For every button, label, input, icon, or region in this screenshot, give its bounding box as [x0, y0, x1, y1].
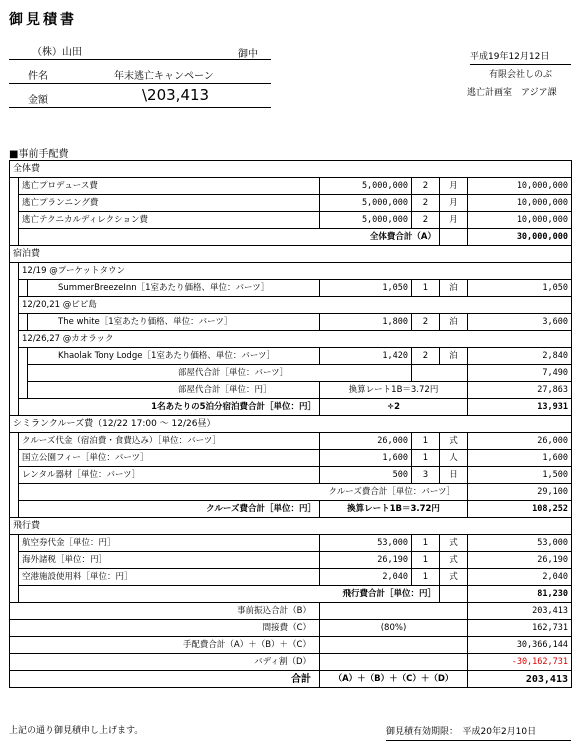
item-value: 年末逃亡キャンペーン: [114, 71, 214, 82]
table-row: クルーズ代金（宿泊費・食費込み）［単位：バーツ］ 26,000 1 式 26,000: [10, 433, 572, 450]
client-name: （株）山田: [32, 47, 82, 58]
item-label: 件名: [28, 71, 48, 82]
issue-date: 平成19年12月12日: [470, 52, 550, 62]
amount-label: 金額: [28, 95, 48, 106]
table-row: 逃亡プロデュース費 5,000,000 2 月 10,000,000: [10, 178, 572, 195]
subtotal-row: 部屋代合計［単位：バーツ］ 7,490: [10, 365, 572, 382]
table-row: SummerBreezeInn［1室あたり価格、単位：バーツ］ 1,050 1 泊 1,050: [10, 280, 572, 297]
buddy-discount-amount: -30,162,731: [468, 654, 572, 671]
total-row: 1名あたりの5泊分宿泊費合計［単位：円］ ÷2 13,931: [10, 399, 572, 416]
subtotal-row: クルーズ費合計［単位：バーツ］ 29,100: [10, 484, 572, 501]
table-row: レンタル器材［単位：バーツ］ 500 3 日 1,500: [10, 467, 572, 484]
estimate-table: [9, 160, 572, 688]
section-heading: ■事前手配費: [9, 149, 69, 160]
table-row: 海外諸税［単位：円］ 26,190 1 式 26,190: [10, 552, 572, 569]
summary-row: 間接費（C） (80%) 162,731: [10, 620, 572, 637]
grand-total-row: 合計 （A）＋（B）＋（C）＋（D） 203,413: [10, 671, 572, 688]
summary-row: バディ割（D） -30,162,731: [10, 654, 572, 671]
company-name: 有限会社しのぶ: [489, 70, 553, 80]
stay-place: 12/19 @プーケットタウン: [19, 263, 572, 280]
group-header: 宿泊費: [10, 246, 572, 263]
group-header: シミランクルーズ費（12/22 17:00 ～ 12/26昼）: [10, 416, 572, 433]
table-row: 空港施設使用料［単位：円］ 2,040 1 式 2,040: [10, 569, 572, 586]
department-name: 逃亡計画室 アジア課: [467, 88, 557, 98]
document-title: 御見積書: [9, 12, 77, 28]
stay-place: 12/26,27 @カオラック: [19, 331, 572, 348]
stay-place: 12/20,21 @ピピ島: [19, 297, 572, 314]
group-header: 飛行費: [10, 518, 572, 535]
subtotal-row: 部屋代合計［単位：円］ 換算レート1B＝3.72円 27,863: [10, 382, 572, 399]
table-row: 航空券代金［単位：円］ 53,000 1 式 53,000: [10, 535, 572, 552]
summary-row: 手配費合計（A）＋（B）＋（C） 30,366,144: [10, 637, 572, 654]
client-honorific: 御中: [238, 49, 258, 60]
validity-date: 御見積有効期限： 平成20年2月10日: [386, 727, 537, 737]
table-row: 逃亡プランニング費 5,000,000 2 月 10,000,000: [10, 195, 572, 212]
amount-value: \203,413: [142, 86, 210, 104]
total-row: クルーズ費合計［単位：円］ 換算レート1B＝3.72円 108,252: [10, 501, 572, 518]
summary-row: 事前振込合計（B） 203,413: [10, 603, 572, 620]
total-row: 全体費合計（A） 30,000,000: [10, 229, 572, 246]
footer-note: 上記の通り御見積申し上げます。: [9, 726, 144, 736]
table-row: 国立公園フィー［単位：バーツ］ 1,600 1 人 1,600: [10, 450, 572, 467]
group-header: 全体費: [10, 161, 572, 178]
total-row: 飛行費合計［単位：円］ 81,230: [10, 586, 572, 603]
table-row: Khaolak Tony Lodge［1室あたり価格、単位：バーツ］ 1,420 2 泊 2,840: [10, 348, 572, 365]
table-row: The white［1室あたり価格、単位：バーツ］ 1,800 2 泊 3,600: [10, 314, 572, 331]
table-row: 逃亡テクニカルディレクション費 5,000,000 2 月 10,000,000: [10, 212, 572, 229]
